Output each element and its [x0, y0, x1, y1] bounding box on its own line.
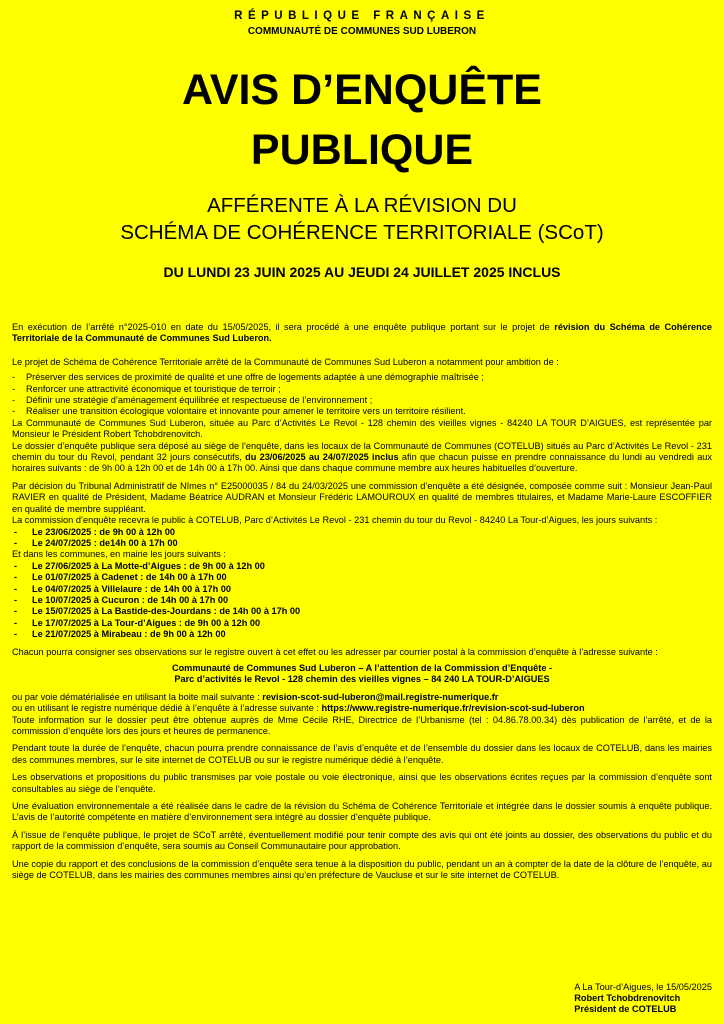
dossier-text-1: Le dossier d’enquête publique sera déposé au siège de l’enquête, dans les locaux de la Communauté de Communes (COTELUB) situés au Parc d’Activités Le Revol - 231 chemin du tour du Revol, pendant 32 jours consécutifs, [12, 440, 712, 463]
ambition-list [12, 372, 712, 418]
header-republic: RÉPUBLIQUE FRANÇAISE [234, 10, 490, 22]
subtitle-line-1: AFFÉRENTE À LA RÉVISION DU [207, 194, 517, 217]
evaluation-paragraph: Une évaluation environnementale a été réalisée dans le cadre de la révision du Schéma de Cohérence Territoriale et intégrée dans le dossier soumis à enquête publique. L’avis de l’autorité compétente en matière d’environnement sera intégré au dossier d’enquête publique. [12, 801, 712, 823]
list-item: - Le 17/07/2025 à La Tour-d’Aigues : de 9h 00 à 12h 00 [12, 618, 712, 629]
subtitle-line-2: SCHÉMA DE COHÉRENCE TERRITORIALE (SCoT) [120, 221, 604, 244]
issue-paragraph: À l’issue de l’enquête publique, le projet de SCoT arrêté, éventuellement modifié pour tenir compte des avis qui ont été joints au dossier, des observations du public et du rapport de la commission d’enquête, sera soumis au Conseil Communautaire pour approbation. [12, 829, 712, 852]
communes-intro: Et dans les communes, en mairie les jours suivants : [12, 549, 226, 560]
postal-address [12, 663, 712, 686]
list-item: - Le 27/06/2025 à La Motte-d’Aigues : de 9h 00 à 12h 00 [12, 561, 712, 572]
list-item: - Le 15/07/2025 à La Bastide-des-Jourdans : de 14h 00 à 17h 00 [12, 606, 712, 617]
commission-receive-paragraph: La commission d’enquête recevra le public à COTELUB, Parc d’Activités Le Revol - 231 chemin du tour du Revol - 84240 La Tour-d’Aigues, les jours suivants : [12, 515, 658, 526]
registry-paragraph [12, 703, 712, 714]
dossier-dates: du 23/06/2025 au 24/07/2025 inclus [245, 452, 399, 463]
notice-body [12, 322, 712, 881]
ambition-paragraph: Le projet de Schéma de Cohérence Territoriale arrêté de la Communauté de Communes Sud Luberon a notamment pour ambition de : [12, 356, 559, 367]
email-text: ou par voie dématérialisée en utilisant la boite mail suivante : [12, 691, 263, 702]
community-paragraph: La Communauté de Communes Sud Luberon, située au Parc d’Activités Le Revol - 128 chemin des vieilles vignes - 84240 LA TOUR D’AIGUES, est représentée par Monsieur le Président Robert Tchobdrenovitch. [12, 417, 712, 440]
proposals-paragraph: Les observations et propositions du public transmises par voie postale ou voie électronique, ainsi que les observations écrites reçues par la commission d’enquête sont consultables au siège de l’enquête. [12, 772, 712, 794]
info-paragraph: Toute information sur le dossier peut être obtenue auprès de Mme Cécile RHE, Directrice de l’Urbanisme (tel : 04.86.78.00.34) dès publication de l’arrêté, et de la commission d’enquête lors des jours et heures de permanence. [12, 714, 712, 736]
tribunal-paragraph: Par décision du Tribunal Administratif de Nîmes n° E25000035 / 84 du 24/03/2025 une commission d’enquête a été désignée, composée comme suit : Monsieur Jean-Paul RAVIER en qualité de Président, Madame Béatrice AUDRAN et Monsieur Frédéric LAMOUROUX en qualité de membres titulaires, et Madame Marie-Laure ESCOFFIER en qualité de membre suppléant. [12, 480, 712, 514]
duration-paragraph: Pendant toute la durée de l’enquête, chacun pourra prendre connaissance de l’avis d’enquête et de l’ensemble du dossier dans les locaux de COTELUB, dans les mairies des communes membres, sur le site internet de COTELUB ou sur le registre numérique dédié à l’enquête. [12, 743, 712, 765]
list-item: - Préserver des services de proximité de qualité et une offre de logements adaptée à une démographie maîtrisée ; [12, 372, 712, 383]
dossier-paragraph [12, 441, 712, 475]
commune-days-list [12, 561, 712, 641]
intro-paragraph [12, 322, 712, 345]
list-item: - Le 23/06/2025 : de 9h 00 à 12h 00 [12, 527, 712, 538]
list-item: - Le 21/07/2025 à Mirabeau : de 9h 00 à 12h 00 [12, 629, 712, 640]
signature-block [574, 982, 712, 1015]
list-item: - Le 01/07/2025 à Cadenet : de 14h 00 à 17h 00 [12, 572, 712, 583]
dossier-text-2: afin que chacun puisse en prendre connaissance du lundi au vendredi aux horaires suivants : de 9h 00 à 12h 00 et de 14h 00 à 17h 00. Ainsi que dans chaque commune membre aux heures habituelles d’ouverture. [12, 452, 713, 474]
list-item: - Réaliser une transition écologique volontaire et innovante pour amener le territoire vers un territoire résilient. [12, 406, 712, 417]
observations-paragraph: Chacun pourra consigner ses observations sur le registre ouvert à cet effet ou les adresser par courrier postal à la commission d’enquête à l’adresse suivante : [12, 646, 658, 657]
list-item: - Définir une stratégie d’aménagement équilibrée et respectueuse de l’environnement ; [12, 395, 712, 406]
list-item: - Renforcer une attractivité économique et touristique de terroir ; [12, 384, 712, 395]
notice-title [0, 60, 724, 180]
title-line-1: AVIS D’ENQUÊTE [182, 66, 542, 114]
postal-line-1: Communauté de Communes Sud Luberon – A l’attention de la Commission d’Enquête - [171, 662, 553, 673]
signature-name: Robert Tchobdrenovitch [574, 993, 681, 1003]
enquiry-dates: DU LUNDI 23 JUIN 2025 AU JEUDI 24 JUILLET 2025 INCLUS [163, 264, 561, 280]
copy-paragraph: Une copie du rapport et des conclusions de la commission d’enquête sera tenue à la disposition du public, pendant un an à compter de la date de la clôture de l’enquête, au siège de COTELUB, dans les mairies des communes membres ainsi qu’en préfecture de Vaucluse et sur le site internet de COTELUB. [12, 858, 712, 881]
postal-line-2: Parc d’activités le Revol - 128 chemin des vieilles vignes – 84 240 LA TOUR-D’AIGUES [174, 674, 550, 685]
header-community: COMMUNAUTÉ DE COMMUNES SUD LUBERON [247, 26, 477, 37]
list-item: - Le 24/07/2025 : de14h 00 à 17h 00 [12, 538, 712, 549]
email-address-link[interactable]: revision-scot-sud-luberon@mail.registre-numerique.fr [262, 691, 499, 702]
registry-text: ou en utilisant le registre numérique dédié à l’enquête à l’adresse suivante : [12, 703, 322, 714]
list-item: - Le 04/07/2025 à Villelaure : de 14h 00 à 17h 00 [12, 584, 712, 595]
intro-text: En exécution de l’arrêté n°2025-010 en date du 15/05/2025, il sera procédé à une enquête publique portant sur le projet de [12, 322, 555, 332]
notice-subtitle [0, 192, 724, 246]
signature-place-date: A La Tour-d’Aigues, le 15/05/2025 [574, 982, 712, 992]
title-line-2: PUBLIQUE [250, 126, 474, 174]
list-item: - Le 10/07/2025 à Cucuron : de 14h 00 à 17h 00 [12, 595, 712, 606]
email-paragraph [12, 692, 712, 703]
registry-url-link[interactable]: https://www.registre-numerique.fr/revision-scot-sud-luberon [321, 703, 585, 714]
intro-bold: révision du Schéma de Cohérence Territoriale de la Communauté de Communes Sud Luberon. [12, 322, 712, 344]
cotelub-days-list [12, 527, 712, 550]
signature-role: Président de COTELUB [574, 1004, 677, 1014]
